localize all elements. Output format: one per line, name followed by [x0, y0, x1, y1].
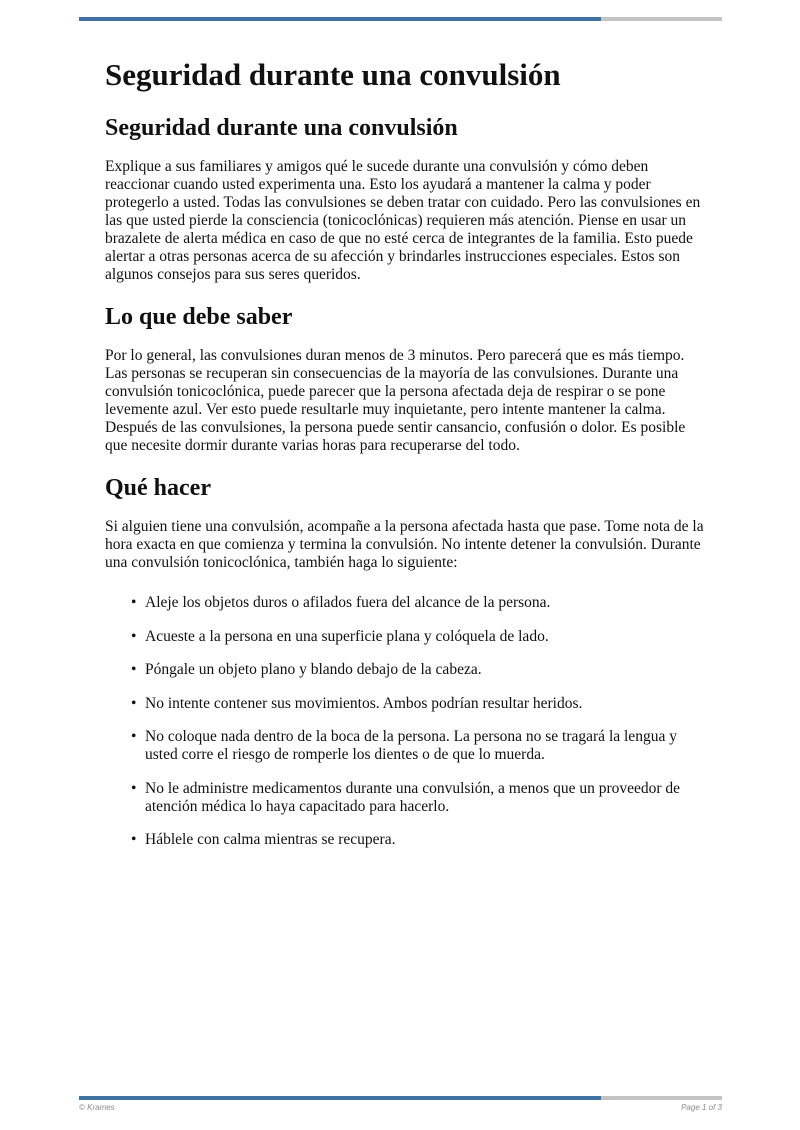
section-what-to-know [105, 302, 705, 455]
list-item: • No intente contener sus movimientos. Ambos podrían resultar heridos. [131, 694, 583, 712]
bullet-icon: • [131, 661, 137, 678]
footer-copyright: © Krames [79, 1103, 115, 1112]
bullet-list [105, 594, 705, 849]
bullet-icon: • [131, 728, 137, 745]
list-item: • No coloque nada dentro de la boca de la persona. La persona no se tragará la lengua y usted corre el riesgo de romperle los dientes o de que lo muerda. [131, 728, 677, 763]
section-paragraph: Por lo general, las convulsiones duran menos de 3 minutos. Pero parecerá que es más tiempo. Las personas se recuperan sin consecuencias de la mayoría de las convulsiones. Durante una convulsión tonicoclónica, puede parecer que la persona afectada deja de respirar o se pone levemente azul. Ver esto puede resultarle muy inquietante, pero intente mantener la calma. Después de las convulsiones, la persona puede sentir cansancio, confusión o dolor. Es posible que necesite dormir durante varias horas para recuperarse del todo. [105, 347, 686, 454]
bullet-icon: • [131, 694, 137, 712]
list-item: • No le administre medicamentos durante una convulsión, a menos que un proveedor de atención médica lo haya capacitado para hacerlo. [131, 779, 681, 815]
page-title: Seguridad durante una convulsión [105, 57, 561, 92]
footer-page-number: Page 1 of 3 [681, 1103, 722, 1112]
section-paragraph: Explique a sus familiares y amigos qué le sucede durante una convulsión y cómo deben reaccionar cuando usted experimenta una. Esto los ayudará a mantener la calma y poder protegerlo a usted. Todas las convulsiones se deben tratar con cuidado. Pero las convulsiones en las que usted pierde la consciencia (tonicoclónicas) requieren más atención. Piense en usar un brazalete de alerta médica en caso de que no esté cerca de integrantes de la familia. Esto puede alertar a otras personas acerca de su afección y brindarles instrucciones especiales. Estos son algunos consejos para sus seres queridos. [105, 158, 701, 283]
top-rule-blue [79, 17, 601, 21]
list-item: • Háblele con calma mientras se recupera. [131, 831, 396, 848]
bottom-rule [79, 1096, 722, 1100]
list-item: • Póngale un objeto plano y blando debajo de la cabeza. [131, 661, 482, 678]
bullet-icon: • [131, 594, 137, 611]
list-item: • Aleje los objetos duros o afilados fuera del alcance de la persona. [131, 594, 551, 611]
bullet-icon: • [131, 779, 137, 797]
section-heading: Qué hacer [105, 475, 211, 501]
section-heading: Seguridad durante una convulsión [105, 115, 458, 141]
bullet-icon: • [131, 627, 137, 645]
bullet-icon: • [131, 831, 137, 848]
document-body [105, 55, 705, 865]
bottom-rule-blue [79, 1096, 601, 1100]
section-what-to-do [105, 473, 705, 849]
section-heading: Lo que debe saber [105, 304, 293, 330]
section-paragraph: Si alguien tiene una convulsión, acompañe a la persona afectada hasta que pase. Tome nota de la hora exacta en que comienza y termina la convulsión. No intente detener la convulsión. Durante una convulsión tonicoclónica, también haga lo siguiente: [105, 518, 704, 571]
list-item: • Acueste a la persona en una superficie plana y colóquela de lado. [131, 627, 549, 645]
section-safety [105, 113, 705, 284]
bottom-rule-gray [601, 1096, 722, 1100]
top-rule [79, 17, 722, 21]
top-rule-gray [601, 17, 722, 21]
